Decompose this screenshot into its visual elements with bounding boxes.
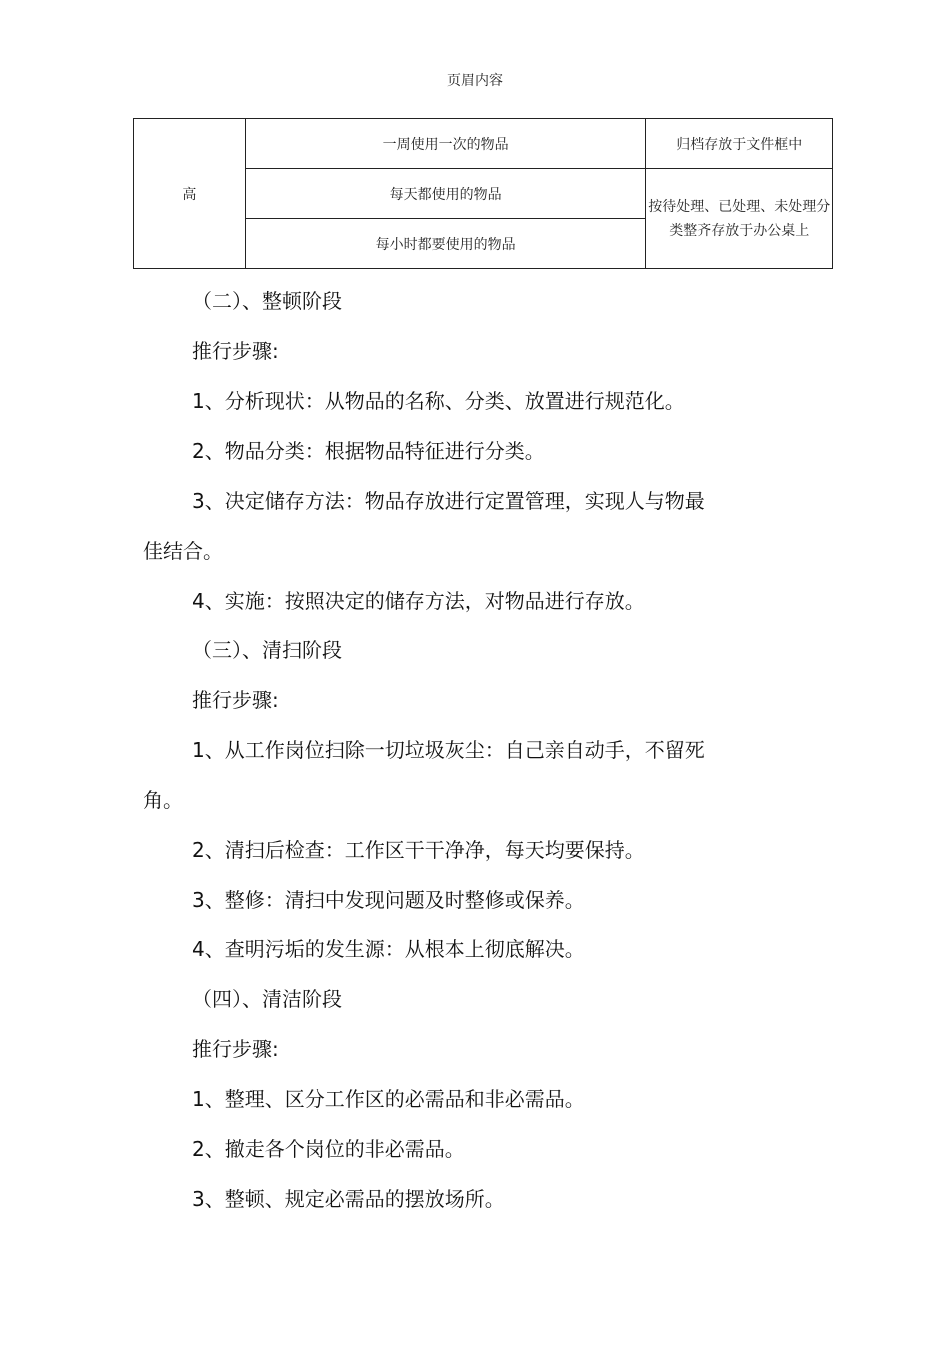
step-item-continuation: 角。 <box>143 788 183 812</box>
section-heading: （四）、清洁阶段 <box>192 987 342 1011</box>
step-item: 2、物品分类：根据物品特征进行分类。 <box>192 439 545 463</box>
step-item: 2、撤走各个岗位的非必需品。 <box>192 1137 465 1161</box>
page-header: 页眉内容 <box>447 73 503 89</box>
step-item-continuation: 佳结合。 <box>143 539 223 563</box>
item-cell: 每小时都要使用的物品 <box>245 219 646 269</box>
steps-label: 推行步骤: <box>192 688 279 712</box>
step-item: 4、实施：按照决定的储存方法，对物品进行存放。 <box>192 589 645 613</box>
item-cell: 每天都使用的物品 <box>245 169 646 219</box>
storage-cell-merged: 按待处理、已处理、未处理分类整齐存放于办公桌上 <box>646 169 833 269</box>
steps-label: 推行步骤: <box>192 1037 279 1061</box>
table-row <box>134 119 833 169</box>
steps-label: 推行步骤: <box>192 339 279 363</box>
section-heading: （二）、整顿阶段 <box>192 289 342 313</box>
storage-table <box>133 118 833 269</box>
step-item: 3、决定储存方法：物品存放进行定置管理，实现人与物最 <box>192 489 705 513</box>
step-item: 4、查明污垢的发生源：从根本上彻底解决。 <box>192 937 585 961</box>
step-item: 3、整顿、规定必需品的摆放场所。 <box>192 1187 505 1211</box>
step-item: 1、整理、区分工作区的必需品和非必需品。 <box>192 1087 585 1111</box>
step-item: 1、分析现状：从物品的名称、分类、放置进行规范化。 <box>192 389 685 413</box>
step-item: 3、整修：清扫中发现问题及时整修或保养。 <box>192 888 585 912</box>
step-item: 2、清扫后检查：工作区干干净净，每天均要保持。 <box>192 838 645 862</box>
item-cell: 一周使用一次的物品 <box>245 119 646 169</box>
step-item: 1、从工作岗位扫除一切垃圾灰尘：自己亲自动手，不留死 <box>192 738 705 762</box>
storage-cell: 归档存放于文件框中 <box>646 119 833 169</box>
level-cell: 高 <box>134 119 246 269</box>
section-heading: （三）、清扫阶段 <box>192 638 342 662</box>
